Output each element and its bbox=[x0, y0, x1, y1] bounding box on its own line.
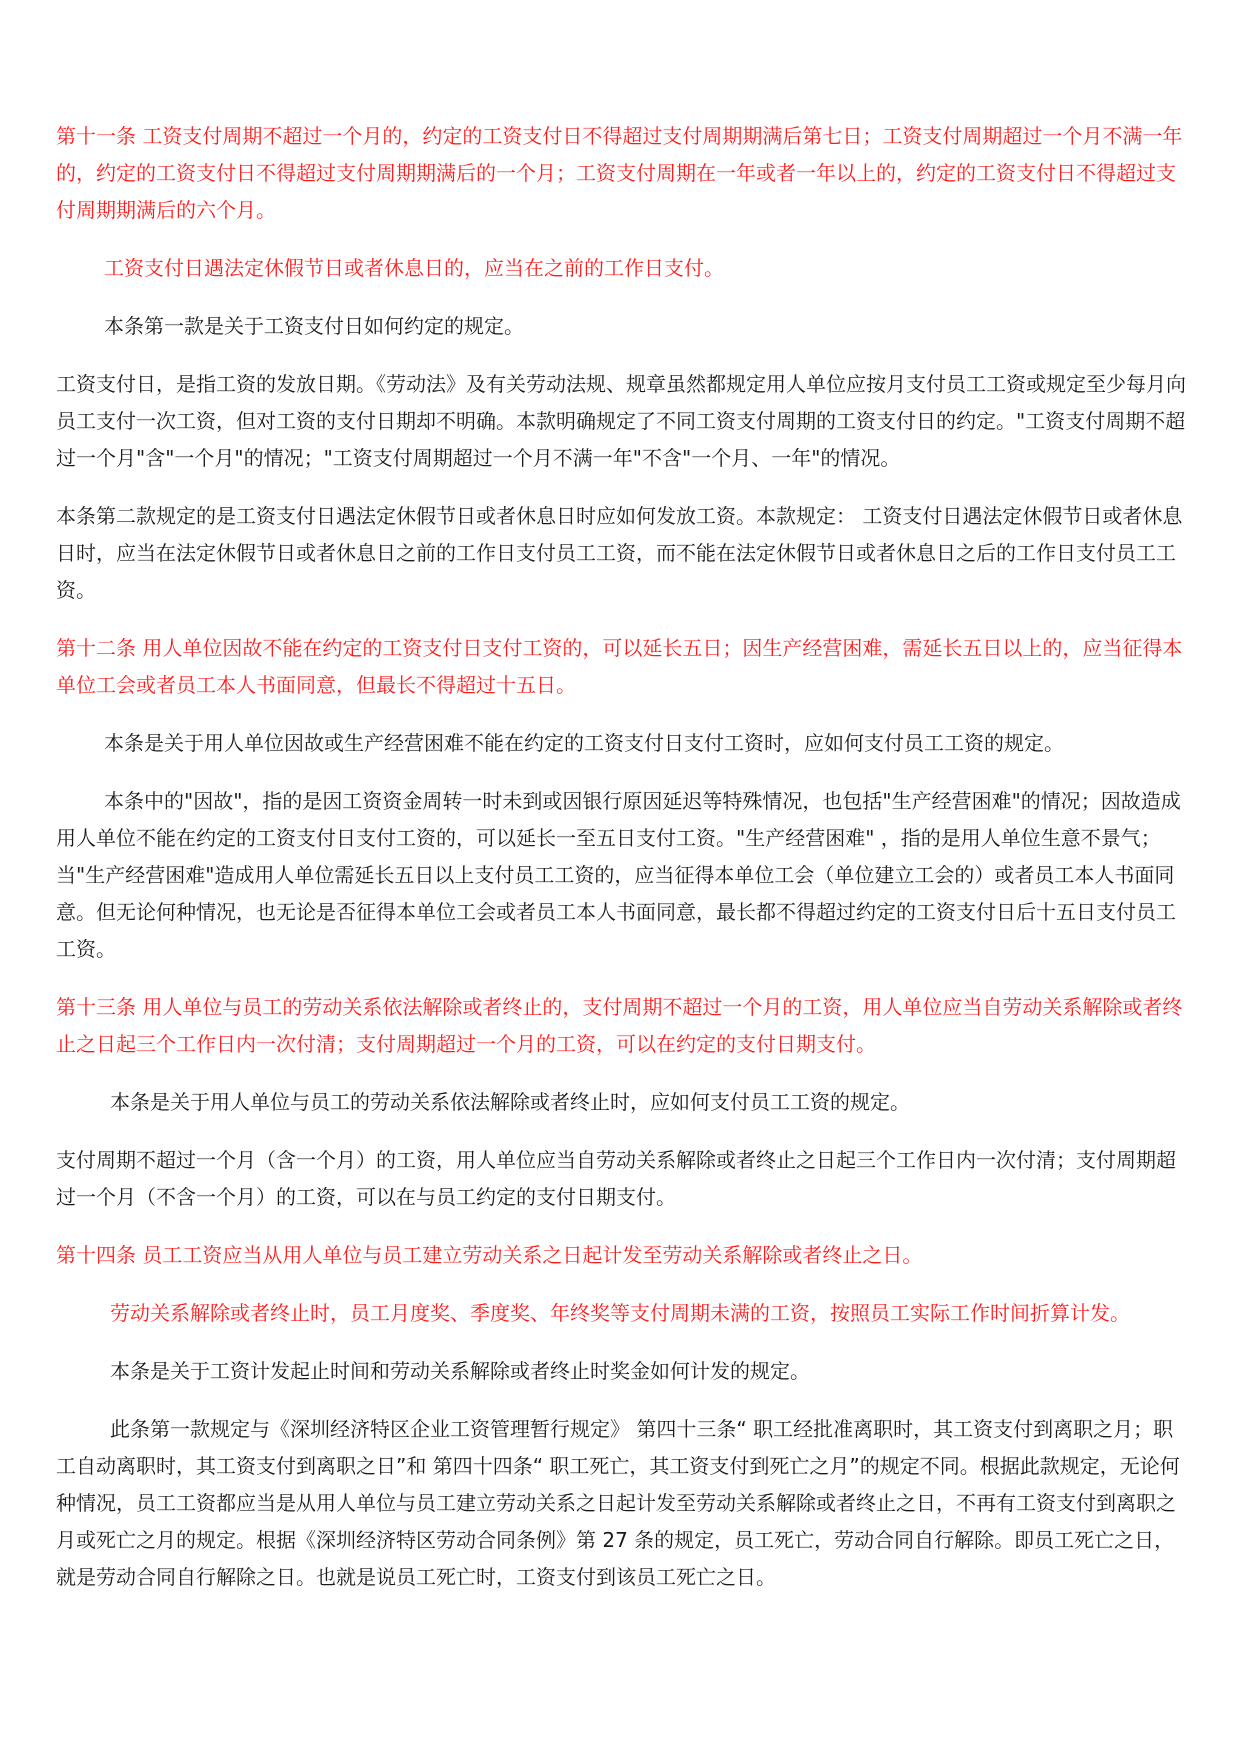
commentary-paragraph: 本条是关于工资计发起止时间和劳动关系解除或者终止时奖金如何计发的规定。 bbox=[110, 1359, 810, 1383]
commentary-paragraph: 此条第一款规定与《深圳经济特区企业工资管理暂行规定》 第四十三条“ 职工经批准离职时，其工资支付到离职之月；职工自动离职时，其工资支付到离职之日”和 第四十四条“ 职工死亡，其工资支付到死亡之月”的规定不同。根据此款规定，无论何种情况，员工工资都应当是从用人单位与员工建立劳动关系之日起计发至劳动关系解除或者终止之日，不再有工资支付到离职之月或死亡之月的规定。根据《深圳经济特区劳动合同条例》第 27 条的规定，员工死亡，劳动合同自行解除。即员工死亡之日，就是劳动合同自行解除之日。也就是说员工死亡时，工资支付到该员工死亡之日。 bbox=[56, 1417, 1180, 1589]
commentary-paragraph: 本条是关于用人单位与员工的劳动关系依法解除或者终止时，应如何支付员工工资的规定。 bbox=[110, 1090, 910, 1114]
article-14-paragraph: 第十四条 员工工资应当从用人单位与员工建立劳动关系之日起计发至劳动关系解除或者终止之日。 bbox=[56, 1243, 923, 1267]
commentary-paragraph: 本条第二款规定的是工资支付日遇法定休假节日或者休息日时应如何发放工资。本款规定： 工资支付日遇法定休假节日或者休息日时，应当在法定休假节日或者休息日之前的工作日支付员工工资，而不能在法定休假节日或者休息日之后的工作日支付员工工资。 bbox=[56, 504, 1183, 602]
commentary-paragraph: 本条是关于用人单位因故或生产经营困难不能在约定的工资支付日支付工资时，应如何支付员工工资的规定。 bbox=[104, 731, 1064, 755]
commentary-paragraph: 本条第一款是关于工资支付日如何约定的规定。 bbox=[104, 314, 524, 338]
article-12-paragraph: 第十二条 用人单位因故不能在约定的工资支付日支付工资的，可以延长五日；因生产经营困难，需延长五日以上的，应当征得本单位工会或者员工本人书面同意，但最长不得超过十五日。 bbox=[56, 636, 1183, 697]
commentary-paragraph: 本条中的"因故"，指的是因工资资金周转一时未到或因银行原因延迟等特殊情况，也包括"生产经营困难"的情况；因故造成用人单位不能在约定的工资支付日支付工资的，可以延长一至五日支付工资。"生产经营困难" ，指的是用人单位生意不景气；当"生产经营困难"造成用人单位需延长五日以上支付员工工资的，应当征得本单位工会（单位建立工会的）或者员工本人书面同意。但无论何种情况，也无论是否征得本单位工会或者员工本人书面同意，最长都不得超过约定的工资支付日后十五日支付员工工资。 bbox=[56, 789, 1181, 961]
article-11-paragraph: 第十一条 工资支付周期不超过一个月的，约定的工资支付日不得超过支付周期期满后第七日；工资支付周期超过一个月不满一年的，约定的工资支付日不得超过支付周期期满后的一个月；工资支付周期在一年或者一年以上的，约定的工资支付日不得超过支付周期期满后的六个月。 bbox=[56, 124, 1183, 222]
commentary-paragraph: 工资支付日，是指工资的发放日期。《劳动法》及有关劳动法规、规章虽然都规定用人单位应按月支付员工工资或规定至少每月向员工支付一次工资，但对工资的支付日期却不明确。本款明确规定了不同工资支付周期的工资支付日的约定。"工资支付周期不超过一个月"含"一个月"的情况；"工资支付周期超过一个月不满一年"不含"一个月、一年"的情况。 bbox=[56, 372, 1186, 470]
commentary-paragraph: 支付周期不超过一个月（含一个月）的工资，用人单位应当自劳动关系解除或者终止之日起三个工作日内一次付清；支付周期超过一个月（不含一个月）的工资，可以在与员工约定的支付日期支付。 bbox=[56, 1148, 1176, 1209]
article-13-paragraph: 第十三条 用人单位与员工的劳动关系依法解除或者终止的，支付周期不超过一个月的工资，用人单位应当自劳动关系解除或者终止之日起三个工作日内一次付清；支付周期超过一个月的工资，可以在约定的支付日期支付。 bbox=[56, 995, 1183, 1056]
article-11-clause-2: 工资支付日遇法定休假节日或者休息日的，应当在之前的工作日支付。 bbox=[104, 256, 724, 280]
document-page bbox=[56, 118, 1186, 1617]
article-14-clause-2: 劳动关系解除或者终止时，员工月度奖、季度奖、年终奖等支付周期未满的工资，按照员工实际工作时间折算计发。 bbox=[110, 1301, 1130, 1325]
